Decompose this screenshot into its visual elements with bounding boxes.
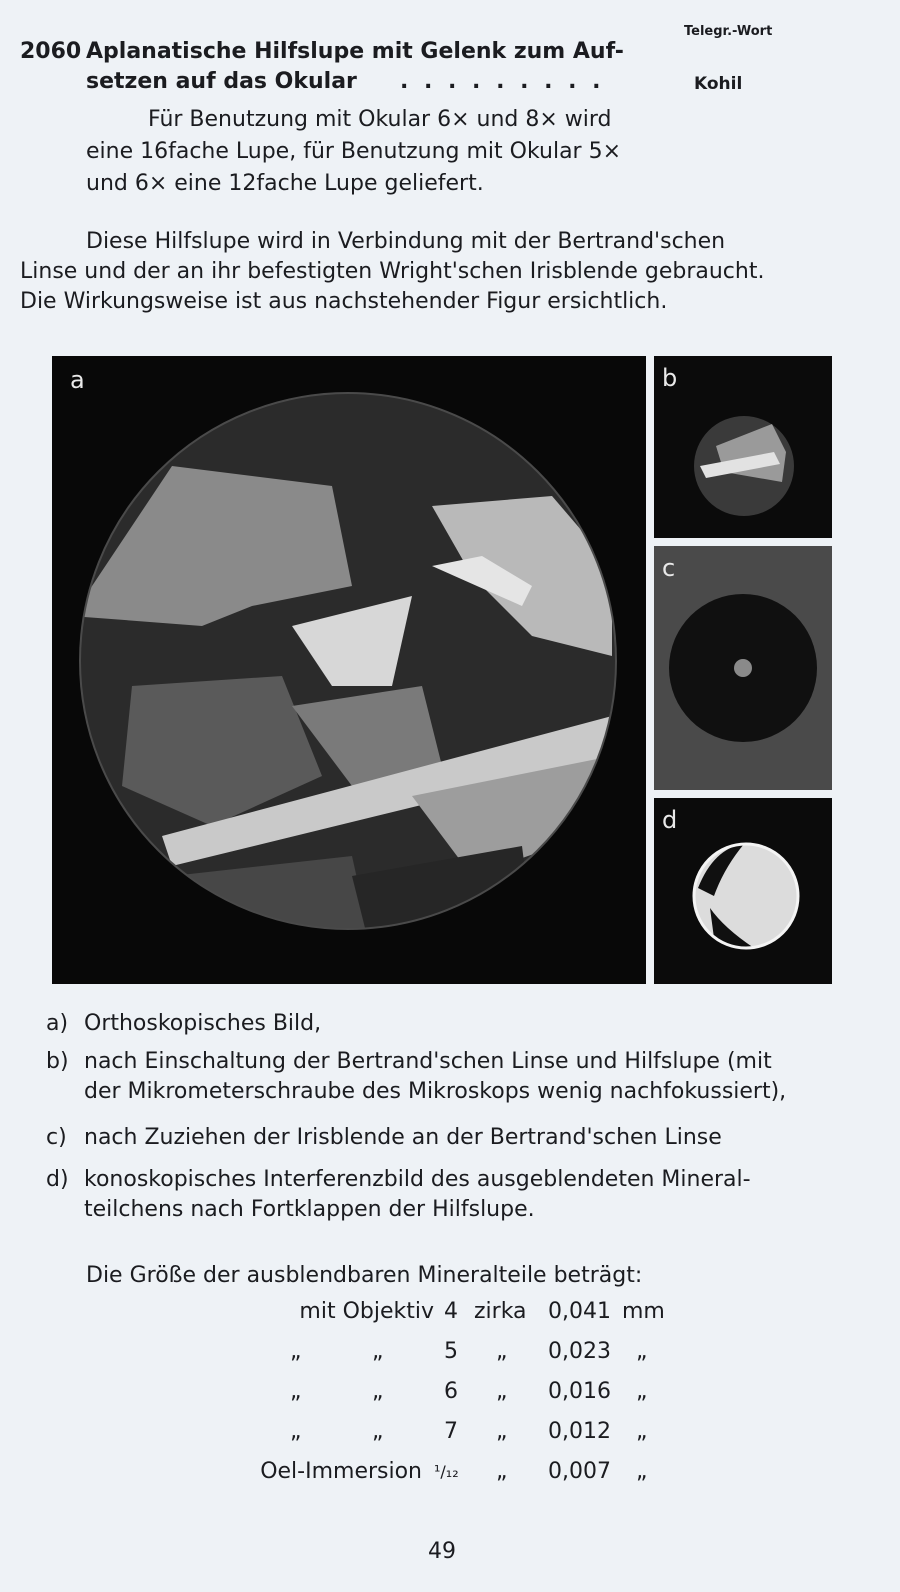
table-row-4-ditto-1: „ <box>290 1419 302 1444</box>
iris-diaphragm-image <box>654 546 832 790</box>
table-row-5-approx: „ <box>496 1459 508 1484</box>
item-number: 2060 <box>20 39 82 64</box>
figure-panel-b <box>654 356 832 538</box>
panel-label-a: a <box>70 366 85 394</box>
table-row-4-ditto-2: „ <box>372 1419 384 1444</box>
table-row-3-ditto-1: „ <box>290 1379 302 1404</box>
table-row-5-unit: „ <box>636 1459 648 1484</box>
telegram-label: Telegr.-Wort <box>684 24 773 39</box>
table-row-2-ditto-1: „ <box>290 1339 302 1364</box>
table-row-3-objective: 6 <box>444 1379 458 1404</box>
panel-label-b: b <box>662 364 678 392</box>
caption-d-line-1: konoskopisches Interferenzbild des ausgeblendeten Mineral- <box>84 1167 751 1192</box>
bertrand-lens-image <box>654 356 832 538</box>
table-row-5-objective: ¹/₁₂ <box>434 1462 459 1481</box>
telegram-word: Kohil <box>694 74 743 94</box>
figure-panel-a <box>52 356 646 984</box>
caption-marker-d: d) <box>46 1167 69 1192</box>
caption-b-line-2: der Mikrometerschraube des Mikroskops wenig nachfokussiert), <box>84 1079 787 1104</box>
caption-marker-c: c) <box>46 1125 67 1150</box>
table-row-5-prefix: Oel-Immersion <box>260 1459 422 1484</box>
panel-label-c: c <box>662 554 676 582</box>
caption-marker-a: a) <box>46 1011 69 1036</box>
table-row-1-prefix: mit Objektiv <box>299 1299 434 1324</box>
size-table-intro: Die Größe der ausblendbaren Mineralteile beträgt: <box>86 1263 643 1288</box>
page-number: 49 <box>428 1539 456 1564</box>
table-row-4-approx: „ <box>496 1419 508 1444</box>
table-row-2-approx: „ <box>496 1339 508 1364</box>
table-row-1-approx: zirka <box>474 1299 527 1324</box>
conoscopic-interference-image <box>654 798 832 984</box>
table-row-2-objective: 5 <box>444 1339 458 1364</box>
leader-dots: . . . . . . . . . <box>400 69 605 94</box>
table-row-3-value: 0,016 <box>548 1379 611 1404</box>
table-row-4-value: 0,012 <box>548 1419 611 1444</box>
table-row-3-ditto-2: „ <box>372 1379 384 1404</box>
caption-b-line-1: nach Einschaltung der Bertrand'schen Linse und Hilfslupe (mit <box>84 1049 772 1074</box>
paragraph-line-2: Linse und der an ihr befestigten Wright'schen Irisblende gebraucht. <box>20 259 765 284</box>
paragraph-line-3: Die Wirkungsweise ist aus nachstehender Figur ersichtlich. <box>20 289 668 314</box>
table-row-4-objective: 7 <box>444 1419 458 1444</box>
usage-line-1: Für Benutzung mit Okular 6× und 8× wird <box>148 107 612 132</box>
paragraph-line-1: Diese Hilfslupe wird in Verbindung mit der Bertrand'schen <box>86 229 726 254</box>
figure-panel-d <box>654 798 832 984</box>
caption-marker-b: b) <box>46 1049 69 1074</box>
caption-c-line-1: nach Zuziehen der Irisblende an der Bertrand'schen Linse <box>84 1125 722 1150</box>
table-row-2-unit: „ <box>636 1339 648 1364</box>
table-row-1-unit: mm <box>622 1299 665 1324</box>
table-row-4-unit: „ <box>636 1419 648 1444</box>
table-row-2-value: 0,023 <box>548 1339 611 1364</box>
product-title-line1 <box>86 38 669 66</box>
caption-a-line-1: Orthoskopisches Bild, <box>84 1011 322 1036</box>
table-row-1-value: 0,041 <box>548 1299 611 1324</box>
table-row-2-ditto-2: „ <box>372 1339 384 1364</box>
orthoscopic-image <box>52 356 646 984</box>
usage-line-2: eine 16fache Lupe, für Benutzung mit Okular 5× <box>86 139 622 164</box>
table-row-3-approx: „ <box>496 1379 508 1404</box>
panel-label-d: d <box>662 806 678 834</box>
table-row-1-objective: 4 <box>444 1299 458 1324</box>
table-row-3-unit: „ <box>636 1379 648 1404</box>
figure-panel-c <box>654 546 832 790</box>
product-title-line2: setzen auf das Okular <box>86 69 357 94</box>
usage-line-3: und 6× eine 12fache Lupe geliefert. <box>86 171 484 196</box>
caption-d-line-2: teilchens nach Fortklappen der Hilfslupe. <box>84 1197 535 1222</box>
product-title-text: Aplanatische Hilfslupe mit Gelenk zum Auf- <box>86 39 624 64</box>
table-row-5-value: 0,007 <box>548 1459 611 1484</box>
